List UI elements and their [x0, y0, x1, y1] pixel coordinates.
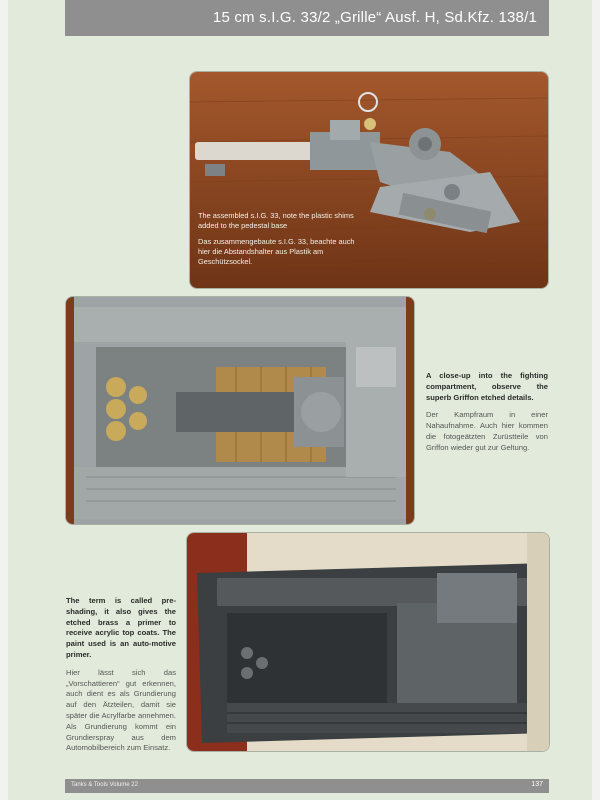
caption-german: Der Kampfraum in einer Nahaufnahme. Auch hier kommen die fotogeätzten Zurüstteile von Griffon wieder gut zur Geltung. — [426, 410, 548, 452]
photo-fighting-compartment — [66, 297, 414, 524]
pre-shaded-hull-image — [187, 533, 549, 751]
fighting-compartment-caption — [426, 371, 548, 454]
caption-english: The term is called pre-shading, it also gives the etched brass a primer to receive acrylic top coats. The paint used is an auto-motive primer. — [66, 596, 176, 659]
photo-assembled-gun — [190, 72, 548, 288]
header-bar — [65, 0, 549, 36]
page-title: 15 cm s.I.G. 33/2 „Grille“ Ausf. H, Sd.Kfz. 138/1 — [212, 9, 537, 26]
photo-caption — [198, 211, 363, 273]
fighting-compartment-image — [66, 297, 414, 524]
caption-english: The assembled s.I.G. 33, note the plastic shims added to the pedestal base — [198, 211, 354, 230]
pre-shading-caption — [66, 596, 176, 754]
page-number: 137 — [531, 781, 543, 788]
photo-pre-shaded-hull — [187, 533, 549, 751]
publication-name: Tanks & Tools Volume 22 — [71, 782, 138, 788]
footer-bar — [65, 779, 549, 793]
caption-english: A close-up into the fighting compartment, observe the superb Griffon etched details. — [426, 371, 548, 402]
caption-german: Das zusammengebaute s.I.G. 33, beachte auch hier die Abstandshalter aus Plastik am Geschützsockel. — [198, 237, 355, 266]
caption-german: Hier lässt sich das „Vorschattieren“ gut erkennen, auch dient es als Grundierung auf den Ätzteilen, damit sie später die Acrylfarbe annehmen. Als Grundierung kommt ein Grundierspray aus dem Automobilbereich zum Einsatz. — [66, 667, 176, 753]
